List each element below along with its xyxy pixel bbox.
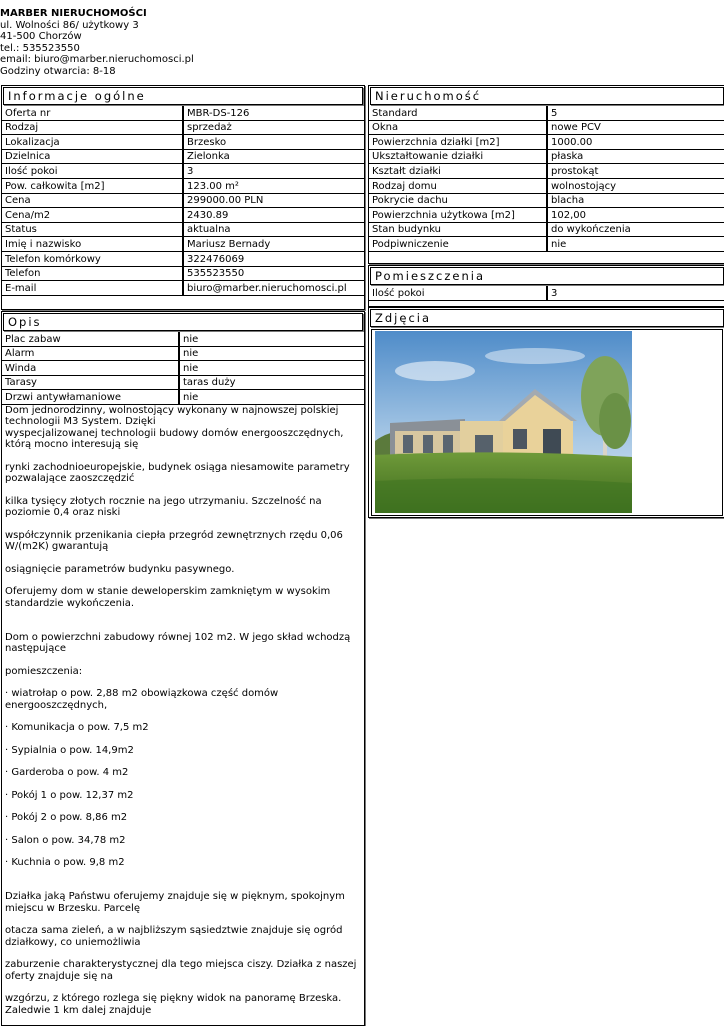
description-paragraph: · Kuchnia o pow. 9,8 m2 (5, 857, 125, 869)
agency-name: MARBER NIERUCHOMOŚCI (0, 8, 147, 19)
field-label: Ukształtowanie działki (369, 150, 547, 165)
rooms-title: Pomieszczenia (370, 267, 724, 285)
table-row (2, 281, 364, 296)
table-row (2, 237, 364, 252)
description-paragraph: Dom jednorodzinny, wolnostojący wykonany w najnowszej polskiej technologii M3 System. Dzięki wyspecjalizowanej technologii budowy domów energooszczędnych, którą mocno interesują się (5, 404, 344, 451)
table-row (2, 194, 364, 209)
house-photo[interactable] (375, 331, 632, 513)
field-value: 2430.89 (183, 208, 364, 223)
field-value: nie (547, 237, 724, 252)
description-paragraph: · Garderoba o pow. 4 m2 (5, 767, 129, 779)
field-label: Plac zabaw (2, 332, 179, 347)
field-value: 102,00 (547, 208, 724, 223)
agency-email: email: biuro@marber.nieruchomosci.pl (0, 54, 194, 65)
rooms-table (369, 286, 724, 301)
description-paragraph: · Sypialnia o pow. 14,9m2 (5, 744, 134, 756)
table-row (369, 223, 724, 238)
general-info-title: Informacje ogólne (3, 87, 363, 105)
table-row (369, 237, 724, 252)
description-paragraph: współczynnik przenikania ciepła przegród zewnętrznych rzędu 0,06 W/(m2K) gwarantują (5, 529, 343, 553)
field-value: 1000.00 (547, 135, 724, 150)
field-label: Lokalizacja (2, 135, 183, 150)
field-value: Mariusz Bernady (183, 237, 364, 252)
field-label: Pow. całkowita [m2] (2, 179, 183, 194)
description-paragraph: zaburzenie charakterystycznej dla tego miejsca ciszy. Działka z naszej oferty znajduje się na (5, 959, 357, 982)
description-paragraph: Działka jaką Państwu oferujemy znajduje się w pięknym, spokojnym miejscu w Brzesku. Parcelę (5, 891, 345, 914)
field-label: Cena/m2 (2, 208, 183, 223)
table-row (2, 252, 364, 267)
field-value: nie (179, 332, 364, 347)
field-label: Cena (2, 194, 183, 209)
description-paragraph: · Pokój 2 o pow. 8,86 m2 (5, 812, 128, 824)
description-paragraph: osiągnięcie parametrów budynku pasywnego. (5, 563, 235, 575)
description-paragraph: · Komunikacja o pow. 7,5 m2 (5, 722, 149, 734)
table-row (2, 164, 364, 179)
table-row (2, 361, 364, 376)
description-paragraph: Dom o powierzchni zabudowy równej 102 m2. W jego skład wchodzą następujące (5, 631, 351, 655)
description-panel (1, 311, 365, 1026)
general-info-panel (1, 85, 365, 310)
agency-phone: tel.: 535523550 (0, 42, 80, 54)
description-paragraph: otacza sama zieleń, a w najbliższym sąsiedztwie znajduje się ogród działkowy, co uniemożliwia (5, 925, 343, 948)
table-row (2, 347, 364, 362)
field-label: Oferta nr (2, 106, 183, 121)
photos-panel (368, 307, 724, 518)
description-paragraph: kilka tysięcy złotych rocznie na jego utrzymaniu. Szczelność na poziomie 0,4 oraz niski (5, 495, 322, 519)
field-label: Telefon (2, 267, 183, 282)
table-row (369, 135, 724, 150)
agency-address-city: 41-500 Chorzów (0, 31, 82, 42)
field-value: Brzesko (183, 135, 364, 150)
table-row (2, 106, 364, 121)
field-value: 299000.00 PLN (183, 194, 364, 209)
field-value: blacha (547, 194, 724, 209)
description-paragraph: Oferujemy dom w stanie deweloperskim zamkniętym w wysokim standardzie wykończenia. (5, 586, 331, 609)
property-table (369, 106, 724, 252)
field-value: prostokąt (547, 164, 724, 179)
field-label: Rodzaj (2, 121, 183, 136)
field-value: MBR-DS-126 (183, 106, 364, 121)
description-paragraph: rynki zachodnioeuropejskie, budynek osiąga niesamowite parametry pozwalające zaoszczędzić (5, 461, 350, 485)
description-paragraph: · Pokój 1 o pow. 12,37 m2 (5, 789, 134, 801)
field-label: Standard (369, 106, 547, 121)
field-label: Drzwi antywłamaniowe (2, 390, 179, 405)
table-row (2, 121, 364, 136)
field-label: Rodzaj domu (369, 179, 547, 194)
field-value: 3 (183, 164, 364, 179)
agency-address-street: ul. Wolności 86/ użytkowy 3 (0, 19, 139, 31)
field-label: Telefon komórkowy (2, 252, 183, 267)
field-label: Winda (2, 361, 179, 376)
field-value: 123.00 m² (183, 179, 364, 194)
field-value: do wykończenia (547, 223, 724, 238)
field-value: 322476069 (183, 252, 364, 267)
field-value: Zielonka (183, 150, 364, 165)
table-row (2, 179, 364, 194)
field-value: aktualna (183, 223, 364, 238)
field-label: Alarm (2, 347, 179, 362)
property-title: Nieruchomość (370, 87, 724, 105)
table-row (2, 390, 364, 405)
table-row (369, 121, 724, 136)
photo-frame (371, 329, 723, 516)
field-value: 3 (547, 286, 724, 301)
field-value: wolnostojący (547, 179, 724, 194)
field-value: 535523550 (183, 267, 364, 282)
field-value: nie (179, 347, 364, 362)
field-value: 5 (547, 106, 724, 121)
field-value: nowe PCV (547, 121, 724, 136)
field-value: płaska (547, 150, 724, 165)
field-label: Dzielnica (2, 150, 183, 165)
field-label: Podpiwniczenie (369, 237, 547, 252)
table-row (2, 150, 364, 165)
field-label: Powierzchnia działki [m2] (369, 135, 547, 150)
description-paragraph: pomieszczenia: (5, 665, 83, 677)
field-label: Kształt działki (369, 164, 547, 179)
field-label: Stan budynku (369, 223, 547, 238)
table-row (369, 208, 724, 223)
field-label: Okna (369, 121, 547, 136)
description-paragraph: · wiatrołap o pow. 2,88 m2 obowiązkowa część domów energooszczędnych, (5, 688, 279, 711)
photos-title: Zdjęcia (370, 309, 724, 327)
table-row (2, 267, 364, 282)
table-row (369, 106, 724, 121)
table-row (369, 286, 724, 301)
field-label: Status (2, 223, 183, 238)
field-value: biuro@marber.nieruchomosci.pl (183, 281, 364, 296)
general-info-table (2, 106, 364, 296)
field-label: Tarasy (2, 376, 179, 391)
agency-hours: Godziny otwarcia: 8-18 (0, 65, 116, 77)
field-label: Imię i nazwisko (2, 237, 183, 252)
field-value: nie (179, 390, 364, 405)
agency-header (0, 8, 194, 77)
description-features-table (2, 332, 364, 405)
rooms-panel (368, 265, 724, 307)
table-row (369, 194, 724, 209)
field-label: Ilość pokoi (2, 164, 183, 179)
description-text (2, 405, 364, 1017)
table-row (2, 223, 364, 238)
table-row (369, 150, 724, 165)
description-paragraph: · Salon o pow. 34,78 m2 (5, 834, 126, 846)
table-row (369, 179, 724, 194)
field-label: Pokrycie dachu (369, 194, 547, 209)
table-row (2, 376, 364, 391)
description-paragraph: wzgórzu, z którego rozlega się piękny widok na panoramę Brzeska. Zaledwie 1 km dalej znajduje (5, 993, 342, 1016)
field-label: Powierzchnia użytkowa [m2] (369, 208, 547, 223)
field-label: E-mail (2, 281, 183, 296)
table-row (2, 135, 364, 150)
table-row (2, 332, 364, 347)
table-row (369, 164, 724, 179)
field-value: nie (179, 361, 364, 376)
description-title: Opis (3, 313, 363, 331)
property-panel (368, 85, 724, 264)
table-row (2, 208, 364, 223)
field-value: taras duży (179, 376, 364, 391)
field-value: sprzedaż (183, 121, 364, 136)
field-label: Ilość pokoi (369, 286, 547, 301)
